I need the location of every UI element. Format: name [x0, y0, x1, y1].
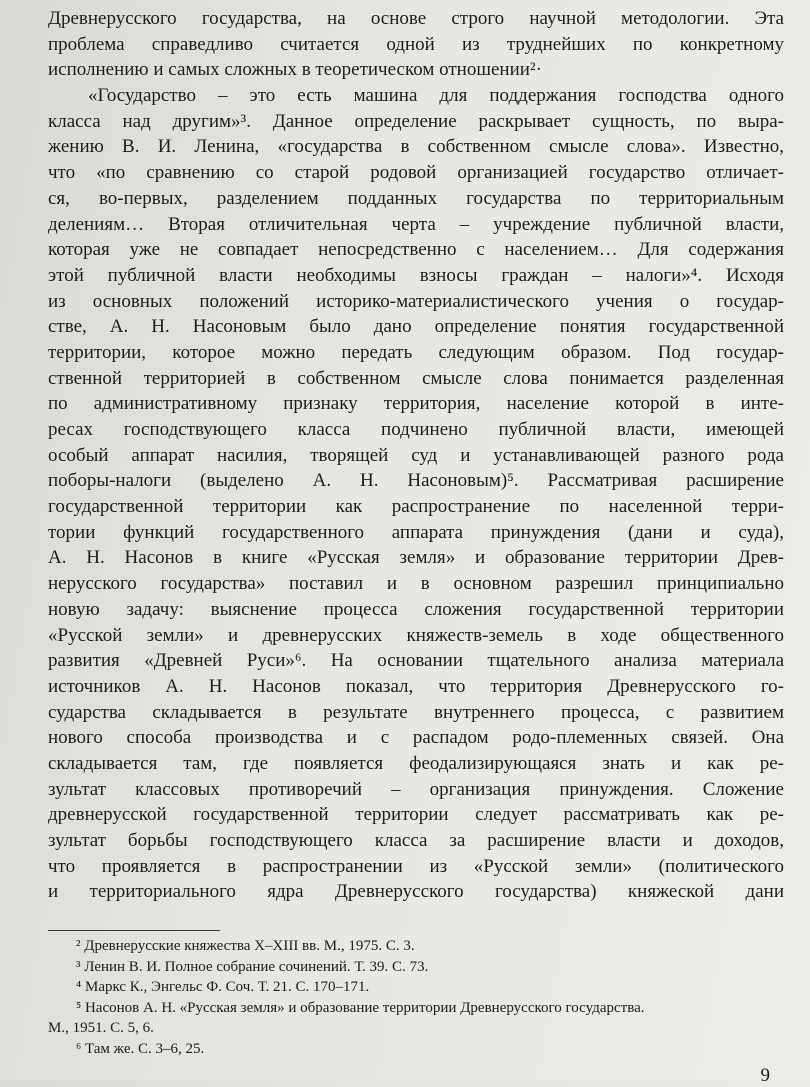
text-line: государственной территории как распространение по населенной терри- — [48, 496, 784, 518]
text-line: зультат классовых противоречий – организация принуждения. Сложение — [48, 778, 784, 800]
text-line: этой публичной власти необходимы взносы граждан – налоги»⁴. Исходя — [48, 264, 784, 286]
body-text — [48, 6, 784, 905]
text-line: что проявляется в распространении из «Русской земли» (политического — [48, 855, 784, 877]
footnote: ² Древнерусские княжества X–XIII вв. М., 1975. С. 3. — [76, 938, 415, 954]
footnote: ⁶ Там же. С. 3–6, 25. — [76, 1040, 205, 1057]
footnotes — [48, 936, 784, 1059]
text-line: территории, которое можно передать следующим образом. Под государ- — [48, 341, 784, 363]
footnote-divider — [48, 930, 220, 931]
text-line: ственной территорией в собственном смысле слова понимается разделенная — [48, 367, 784, 389]
text-line: развития «Древней Руси»⁶. На основании тщательного анализа материала — [48, 650, 784, 672]
text-line: класса над другим»³. Данное определение раскрывает сущность, по выра- — [48, 110, 784, 132]
footnote: ⁵ Насонов А. Н. «Русская земля» и образование территории Древнерусского государства. — [76, 999, 645, 1016]
text-line: складывается там, где появляется феодализирующаяся знать и как ре- — [48, 752, 784, 774]
text-line: которая уже не совпадает непосредственно с населением… Для содержания — [48, 239, 784, 261]
text-line: что «по сравнению со старой родовой организацией государство отличает- — [48, 162, 784, 184]
footnote: ³ Ленин В. И. Полное собрание сочинений. Т. 39. С. 73. — [76, 958, 429, 975]
text-line: стве, А. Н. Насоновым было дано определение понятия государственной — [48, 316, 784, 338]
text-line: Древнерусского государства, на основе строго научной методологии. Эта — [48, 8, 784, 29]
book-page — [48, 6, 784, 1086]
page-number: 9 — [760, 1065, 770, 1086]
text-line: А. Н. Насонов в книге «Русская земля» и образование территории Древ- — [48, 547, 784, 569]
text-line: по административному признаку территория, население которой в инте- — [48, 393, 784, 415]
text-line: из основных положений историко-материалистического учения о государ- — [48, 290, 784, 312]
text-line: древнерусской государственной территории следует рассматривать как ре- — [48, 804, 784, 826]
text-line: проблема справедливо считается одной из труднейших по конкретному — [48, 33, 784, 55]
text-line: нерусского государства» поставил и в основном разрешил принципиально — [48, 573, 784, 595]
text-line: жению В. И. Ленина, «государства в собственном смысле слова». Известно, — [48, 136, 784, 158]
text-line: нового способа производства и с распадом родо-племенных связей. Она — [48, 727, 784, 749]
text-line: источников А. Н. Насонов показал, что территория Древнерусского го- — [48, 675, 784, 697]
text-line: особый аппарат насилия, творящей суд и устанавливающей разного рода — [48, 444, 784, 466]
text-line: новую задачу: выяснение процесса сложения государственной территории — [48, 598, 784, 620]
text-line: исполнению и самых сложных в теоретическом отношении²· — [48, 59, 542, 81]
text-line: сударства складывается в результате внутреннего процесса, с развитием — [48, 701, 784, 723]
text-line: тории функций государственного аппарата принуждения (дани и суда), — [48, 521, 784, 543]
text-line: «Государство – это есть машина для поддержания господства одного — [88, 85, 784, 107]
text-line: ся, во-первых, разделением подданных государства по территориальным — [48, 187, 784, 209]
text-line: делениям… Вторая отличительная черта – учреждение публичной власти, — [48, 213, 784, 235]
text-line: поборы-налоги (выделено А. Н. Насоновым)⁵. Рассматривая расширение — [48, 470, 784, 492]
text-line: «Русской земли» и древнерусских княжеств-земель в ходе общественного — [48, 624, 784, 646]
footnote: ⁴ Маркс К., Энгельс Ф. Соч. Т. 21. С. 170–171. — [76, 979, 370, 995]
text-line: зультат борьбы господствующего класса за расширение власти и доходов, — [48, 830, 784, 851]
text-line: ресах господствующего класса подчинено публичной власти, имеющей — [48, 419, 784, 440]
text-line: и территориального ядра Древнерусского государства) княжеской дани — [48, 881, 784, 903]
footnote: М., 1951. С. 5, 6. — [48, 1020, 154, 1036]
